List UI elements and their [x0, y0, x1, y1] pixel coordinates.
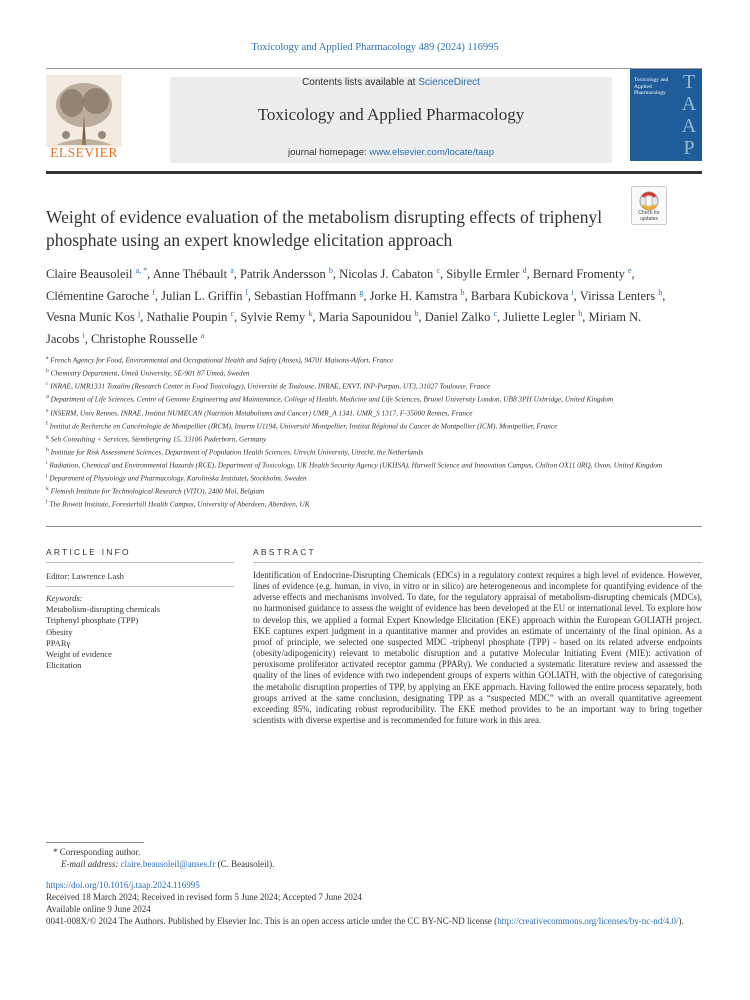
keywords-block [46, 593, 234, 671]
affiliation [46, 379, 686, 392]
footnote-star: * [53, 847, 60, 857]
affiliation-marker: f [46, 420, 48, 427]
affiliation-text: INRAE, UMR1331 Toxalim (Research Center in Food Toxicology), Université de Toulouse, INRAE, ENVT, INP-Purpan, UT3, 31027 Toulouse, France [50, 381, 491, 391]
author[interactable] [370, 289, 465, 303]
author[interactable] [91, 332, 204, 346]
affiliation [46, 366, 686, 379]
affiliation [46, 445, 686, 458]
affiliation-text: Flemish Institute for Technological Research (VITO), 2400 Mol, Belgium [50, 486, 265, 496]
author-name: Julian L. Griffin [161, 288, 243, 303]
affiliation-marker: d [46, 394, 49, 401]
affiliation-text: Chemistry Department, Umeå University, SE-901 87 Umeå, Sweden [50, 368, 250, 378]
affiliation-marker: k [46, 486, 49, 493]
received-dates: Received 18 March 2024; Received in revised form 5 June 2024; Accepted 7 June 2024 [46, 892, 362, 902]
author-name: Nathalie Poupin [146, 310, 228, 325]
author[interactable] [46, 310, 140, 324]
author-affiliation-marker[interactable]: a [200, 330, 205, 340]
author[interactable] [471, 289, 574, 303]
author[interactable] [580, 289, 662, 303]
author-affiliation-marker[interactable]: h [578, 309, 583, 319]
affiliation-marker: g [46, 433, 49, 440]
author-name: Virissa Lenters [579, 288, 656, 303]
license-line [46, 915, 702, 927]
affiliation-text: Radiation, Chemical and Environmental Hazards (RCE), Department of Toxicology, UK Health Security Agency (UKHSA), Harwell Science and Innovation Campus, Chilton OX11 0RQ, Oxon, United Kingdom [49, 460, 663, 470]
author-name: Vesna Munic Kos [46, 310, 135, 325]
article-title: Weight of evidence evaluation of the metabolism disrupting effects of triphenyl phosphate using an expert knowledge elicitation approach [46, 207, 603, 250]
author-name: Sebastian Hoffmann [254, 288, 357, 303]
corresponding-author-footnote [53, 846, 274, 870]
affiliation [46, 432, 686, 445]
author-affiliation-marker[interactable]: h [658, 287, 663, 297]
author-name: Patrik Andersson [240, 267, 326, 282]
license-text: 0041-008X/© 2024 The Authors. Published by Elsevier Inc. This is an open access article under the CC BY-NC-ND license ( [46, 916, 498, 926]
affiliation-marker: b [46, 368, 49, 375]
keyword: Obesity [46, 626, 73, 637]
cover-letter: A [681, 93, 697, 115]
author-name: Daniel Zalko [424, 310, 491, 325]
cover-letter: A [681, 115, 697, 137]
author[interactable] [240, 310, 312, 324]
homepage-line [170, 147, 612, 158]
keyword: Metabolism-disrupting chemicals [46, 604, 161, 615]
affiliation-text: INSERM, Univ Rennes, INRAE, Institut NUMECAN (Nutrition Metabolisms and Cancer) UMR_A 1341, UMR_S 1317, F-35000 Rennes, France [50, 407, 473, 417]
affiliation [46, 406, 686, 419]
author-name: Sibylle Ermler [446, 267, 520, 282]
author[interactable] [161, 289, 248, 303]
affiliation-text: Department of Physiology and Pharmacology, Karolinska Institutet, Stockholm, Sweden [49, 473, 307, 483]
author-name: Claire Beausoleil [46, 267, 133, 282]
author-name: Barbara Kubickova [470, 288, 569, 303]
keyword: PPARγ [46, 637, 71, 648]
affiliation-marker: i [46, 460, 48, 466]
keyword: Triphenyl phosphate (TPP) [46, 615, 139, 626]
divider [46, 562, 234, 563]
cover-title: Toxicology and Applied Pharmacology [634, 77, 669, 96]
check-updates-label: Check for updates [638, 210, 660, 222]
journal-citation[interactable]: Toxicology and Applied Pharmacology 489 (2024) 116995 [251, 42, 499, 53]
affiliation-list [46, 353, 686, 511]
email-label: E-mail address: [61, 859, 121, 869]
author-affiliation-marker[interactable]: h [460, 287, 465, 297]
affiliation [46, 497, 686, 510]
header-divider [46, 171, 702, 174]
keywords-heading: Keywords: [46, 593, 83, 603]
journal-header [46, 68, 702, 166]
author-list: Claire Beausoleil $^{a, *}$, Anne Thébault $^a$, Patrik Andersson $^b$, Nicolas J. Cabaton $^c$, Sibylle Ermler $^d$, Bernard Fromenty $^e$, Clémentine Garoche $^f$, Julian L. Griffin $^l$, Sebastian Hoffmann $^g$, Jorke H. Kamstra $^h$, Barbara Kubickova $^i$, Virissa Lenters $^h$, Vesna Munic Kos $^j$, Nathalie Poupin $^c$, Sylvie Remy $^k$, Maria Sapounidou $^b$, Daniel Zalko $^c$, Juliette Legler $^h$, Miriam N. Jacobs $^i$, Christophe Rousselle $^a$ [46, 266, 666, 347]
contents-line [170, 77, 612, 88]
author-name: Sylvie Remy [240, 310, 306, 325]
cover-letter: P [683, 137, 695, 159]
author-name: Anne Thébault [152, 267, 228, 282]
journal-info-box [170, 77, 612, 163]
affiliation-text: The Rowett Institute, Foresterhill Health Campus, University of Aberdeen, Aberdeen, UK [49, 499, 310, 509]
affiliation-text: Institute for Risk Assessment Sciences, Department of Population Health Sciences, Utrecht University, Utrecht, the Netherlands [50, 447, 424, 457]
author[interactable] [46, 289, 155, 303]
author[interactable] [147, 310, 235, 324]
editor-line: Editor: Lawrence Lash [46, 571, 124, 581]
author-name: Juliette Legler [503, 310, 576, 325]
author-affiliation-marker[interactable]: c [230, 309, 235, 319]
affiliation-marker: j [46, 473, 48, 480]
author[interactable] [425, 310, 497, 324]
author[interactable] [319, 310, 419, 324]
author[interactable] [254, 289, 363, 303]
keyword: Weight of evidence [46, 649, 112, 660]
affiliation-text: Institut de Recherche en Cancérologie de Montpellier (IRCM), Inserm U1194, Université Montpellier, Institut Régional du Cancer de Montpellier (ICM), Montpellier, France [49, 421, 558, 431]
online-date: Available online 9 June 2024 [46, 904, 151, 914]
footnote-divider [46, 842, 144, 843]
author[interactable] [446, 267, 526, 281]
author-affiliation-marker[interactable]: a, * [135, 266, 148, 275]
author-name: Nicolas J. Cabaton [339, 267, 434, 282]
author-name: Jorke H. Kamstra [369, 288, 458, 303]
affiliation-text: Seh Consulting + Services, Stembergring 15, 33106 Paderborn, Germany [50, 434, 267, 444]
author-name: Bernard Fromenty [532, 267, 625, 282]
author-affiliation-marker[interactable]: f [152, 287, 155, 297]
author-name: Maria Sapounidou [318, 310, 412, 325]
journal-homepage-link[interactable]: www.elsevier.com/locate/taap [369, 147, 494, 158]
check-for-updates-button[interactable] [631, 186, 667, 225]
abstract-heading: ABSTRACT [253, 547, 316, 557]
sciencedirect-link[interactable]: ScienceDirect [418, 77, 480, 88]
author-affiliation-marker[interactable]: i [82, 330, 85, 340]
affiliation-text: Department of Life Sciences, Centre of Genome Engineering and Maintenance, College of Health, Medicine and Life Sciences, Brunel University London, UB8 3PH Uxbridge, United Kingdom [50, 394, 614, 404]
author-affiliation-marker[interactable]: j [138, 309, 141, 319]
author[interactable] [153, 267, 234, 281]
license-end: ). [678, 916, 684, 926]
author-name: Miriam N. Jacobs [46, 310, 642, 347]
author[interactable] [533, 267, 632, 281]
author[interactable] [46, 267, 147, 281]
email-suffix: (C. Beausoleil). [215, 859, 275, 869]
article-info-heading: ARTICLE INFO [46, 547, 131, 557]
publisher-name[interactable]: ELSEVIER [50, 145, 118, 160]
author-name: Christophe Rousselle [90, 332, 198, 347]
author-affiliation-marker[interactable]: e [627, 266, 632, 275]
author-affiliation-marker[interactable]: i [571, 287, 574, 297]
journal-cover-thumbnail[interactable] [630, 69, 702, 161]
author-email-link[interactable]: claire.beausoleil@anses.fr [120, 859, 216, 869]
affiliation-marker: c [46, 381, 49, 388]
affiliation-text: French Agency for Food, Environmental and Occupational Health and Safety (Anses), 94701 Maisons-Alfort, France [50, 355, 394, 365]
author[interactable] [503, 310, 582, 324]
author-affiliation-marker[interactable]: c [493, 309, 498, 319]
journal-title[interactable]: Toxicology and Applied Pharmacology [257, 105, 525, 124]
author-affiliation-marker[interactable]: k [308, 309, 313, 319]
article-metadata [46, 879, 702, 927]
contents-prefix: Contents lists available at [302, 77, 419, 88]
abstract-text: Identification of Endocrine-Disrupting Chemicals (EDCs) in a regulatory context requires a high level of evidence. However, lines of evidence (e.g. human, in vivo, in vitro or in silico) are heterogeneous and incomplete for quantifying evidence of the adverse effects and mechanisms involved. To date, for the regulatory appraisal of metabolism-disrupting chemicals (MDCs), no harmonised guidance to assess the weight of evidence has been developed at the EU or international level. To explore how to develop this, we applied a formal Expert Knowledge Elicitation (EKE) approach within the European GOLIATH project. EKE captures expert judgment in a quantitative manner and provides an estimate of uncertainty of the final opinion. As a proof of principle, we selected one suspected MDC -triphenyl phosphate (TPP) - based on its related adverse endpoints (obesity/adipogenicity) relevant to metabolic disruption and a putative Molecular Initiating Event (MIE): activation of peroxisome proliferator activated receptor gamma (PPARγ). We conducted a systematic literature review and assessed the quality of the lines of evidence with two independent groups of experts within GOLIATH, with the objective of categorising the metabolic disruption properties of TPP, by applying an EKE approach. Having followed the entire process separately, both groups arrived at the same conclusion, designating TPP as a “suspected MDC” with an overall quantitative agreement exceeding 85%, indicating robust reproducibility. The EKE method provides to be an important way to bring together scientists with diverse expertise and is recommended for future work in this area. [253, 570, 702, 726]
affiliation [46, 484, 686, 497]
author-affiliation-marker[interactable]: l [245, 287, 248, 297]
author-affiliation-marker[interactable]: b [328, 266, 333, 275]
author[interactable] [240, 267, 333, 281]
author-name: Clémentine Garoche [46, 288, 150, 303]
author-affiliation-marker[interactable]: g [359, 287, 364, 297]
keyword: Elicitation [46, 660, 82, 671]
affiliation [46, 353, 686, 366]
author[interactable] [339, 267, 440, 281]
author-affiliation-marker[interactable]: d [522, 266, 527, 275]
author-affiliation-marker[interactable]: b [414, 309, 419, 319]
license-link[interactable]: http://creativecommons.org/licenses/by-nc-nd/4.0/ [497, 916, 679, 926]
affiliation [46, 471, 686, 484]
cover-letter: T [682, 71, 696, 93]
divider [46, 526, 702, 527]
affiliation-marker: a [46, 355, 49, 361]
affiliation-marker: e [46, 407, 49, 414]
divider [46, 586, 234, 587]
affiliation-marker: h [46, 446, 49, 453]
author-affiliation-marker[interactable]: a [230, 266, 234, 275]
affiliation [46, 392, 686, 405]
author-affiliation-marker[interactable]: c [436, 266, 440, 275]
doi-link[interactable]: https://doi.org/10.1016/j.taap.2024.116995 [46, 880, 200, 890]
affiliation [46, 458, 686, 471]
affiliation-marker: l [46, 499, 48, 506]
corresponding-label: Corresponding author. [59, 847, 141, 857]
affiliation [46, 419, 686, 432]
homepage-prefix: journal homepage: [288, 147, 370, 158]
divider [253, 562, 702, 563]
